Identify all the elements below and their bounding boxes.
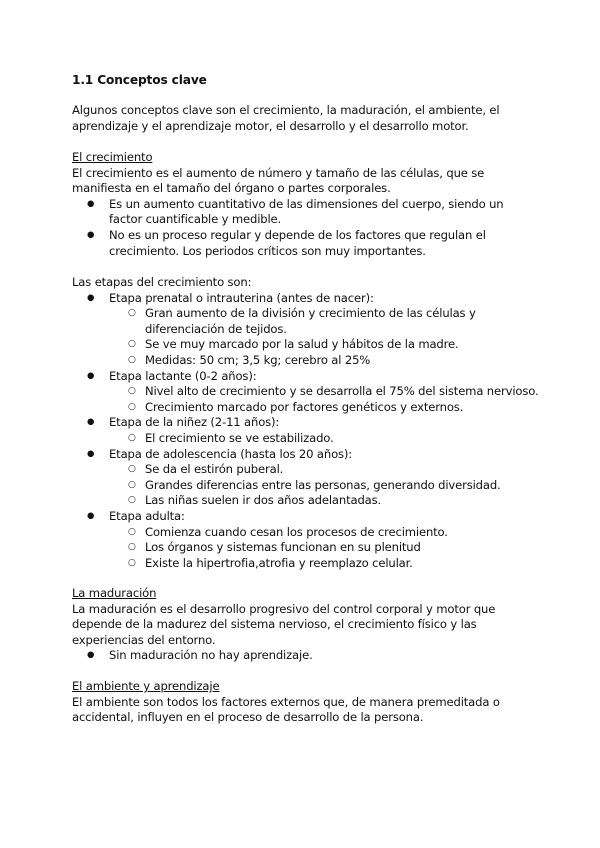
section-title: 1.1 Conceptos clave	[72, 73, 207, 87]
list-item: ○ Medidas: 50 cm; 3,5 kg; cerebro al 25%	[72, 353, 540, 369]
list-item: ● Sin maduración no hay aprendizaje.	[72, 648, 540, 664]
etapa-sublist	[109, 384, 540, 415]
etapa-sublist	[109, 525, 540, 572]
list-item: ○ Las niñas suelen ir dos años adelantadas.	[72, 493, 540, 509]
list-item: ○ Los órganos y sistemas funcionan en su plenitud	[72, 540, 540, 556]
list-item: ○ El crecimiento se ve estabilizado.	[72, 431, 540, 447]
list-item: ○ Existe la hipertrofia,atrofia y reemplazo celular.	[72, 556, 540, 572]
etapas-section	[72, 275, 540, 571]
maduracion-heading: La maduración	[72, 586, 157, 600]
list-item: ● No es un proceso regular y depende de los factores que regulan el crecimiento. Los periodos críticos son muy importantes.	[72, 228, 540, 259]
etapas-list	[72, 291, 540, 572]
etapa-ninez	[72, 415, 540, 446]
maduracion-section	[72, 586, 540, 664]
etapa-label: Etapa adulta:	[109, 508, 185, 523]
list-item: ○ Crecimiento marcado por factores genéticos y externos.	[72, 400, 540, 416]
list-item: ○ Nivel alto de crecimiento y se desarrolla el 75% del sistema nervioso.	[72, 384, 540, 400]
etapa-sublist	[109, 306, 540, 368]
list-item: ○ Se da el estirón puberal.	[72, 462, 540, 478]
etapa-adolescencia	[72, 447, 540, 509]
ambiente-heading: El ambiente y aprendizaje	[72, 679, 220, 693]
etapas-intro: Las etapas del crecimiento son:	[72, 275, 252, 289]
ambiente-paragraph: El ambiente son todos los factores externos que, de manera premeditada o accidental, influyen en el proceso de desarrollo de la persona.	[72, 694, 500, 725]
etapa-label: Etapa lactante (0-2 años):	[109, 368, 257, 383]
etapa-prenatal	[72, 291, 540, 369]
crecimiento-heading: El crecimiento	[72, 150, 153, 164]
intro-block	[72, 103, 540, 134]
crecimiento-paragraph: El crecimiento es el aumento de número y tamaño de las células, que se manifiesta en el tamaño del órgano o partes corporales.	[72, 165, 485, 196]
etapa-label: Etapa de adolescencia (hasta los 20 años):	[109, 446, 353, 461]
list-item: ○ Grandes diferencias entre las personas, generando diversidad.	[72, 478, 540, 494]
maduracion-bullet-list	[72, 648, 540, 664]
etapa-sublist	[109, 462, 540, 509]
etapa-label: Etapa de la niñez (2-11 años):	[109, 415, 280, 430]
etapa-sublist	[109, 431, 540, 447]
etapa-adulta	[72, 509, 540, 571]
section-title-block	[72, 73, 540, 89]
intro-paragraph: Algunos conceptos clave son el crecimiento, la maduración, el ambiente, el aprendizaje y el aprendizaje motor, el desarrollo y el desarrollo motor.	[72, 103, 500, 133]
crecimiento-section	[72, 150, 540, 259]
ambiente-section	[72, 679, 540, 726]
etapa-lactante	[72, 369, 540, 416]
etapa-label: Etapa prenatal o intrauterina (antes de nacer):	[109, 290, 374, 305]
maduracion-paragraph: La maduración es el desarrollo progresivo del control corporal y motor que depende de la madurez del sistema nervioso, el crecimiento físico y las experiencias del entorno.	[72, 601, 496, 647]
list-item: ○ Comienza cuando cesan los procesos de crecimiento.	[72, 525, 540, 541]
crecimiento-bullet-list	[72, 197, 540, 259]
list-item: ○ Gran aumento de la división y crecimiento de las células y diferenciación de tejidos.	[72, 306, 540, 337]
list-item: ● Es un aumento cuantitativo de las dimensiones del cuerpo, siendo un factor cuantificable y medible.	[72, 197, 540, 228]
list-item: ○ Se ve muy marcado por la salud y hábitos de la madre.	[72, 337, 540, 353]
